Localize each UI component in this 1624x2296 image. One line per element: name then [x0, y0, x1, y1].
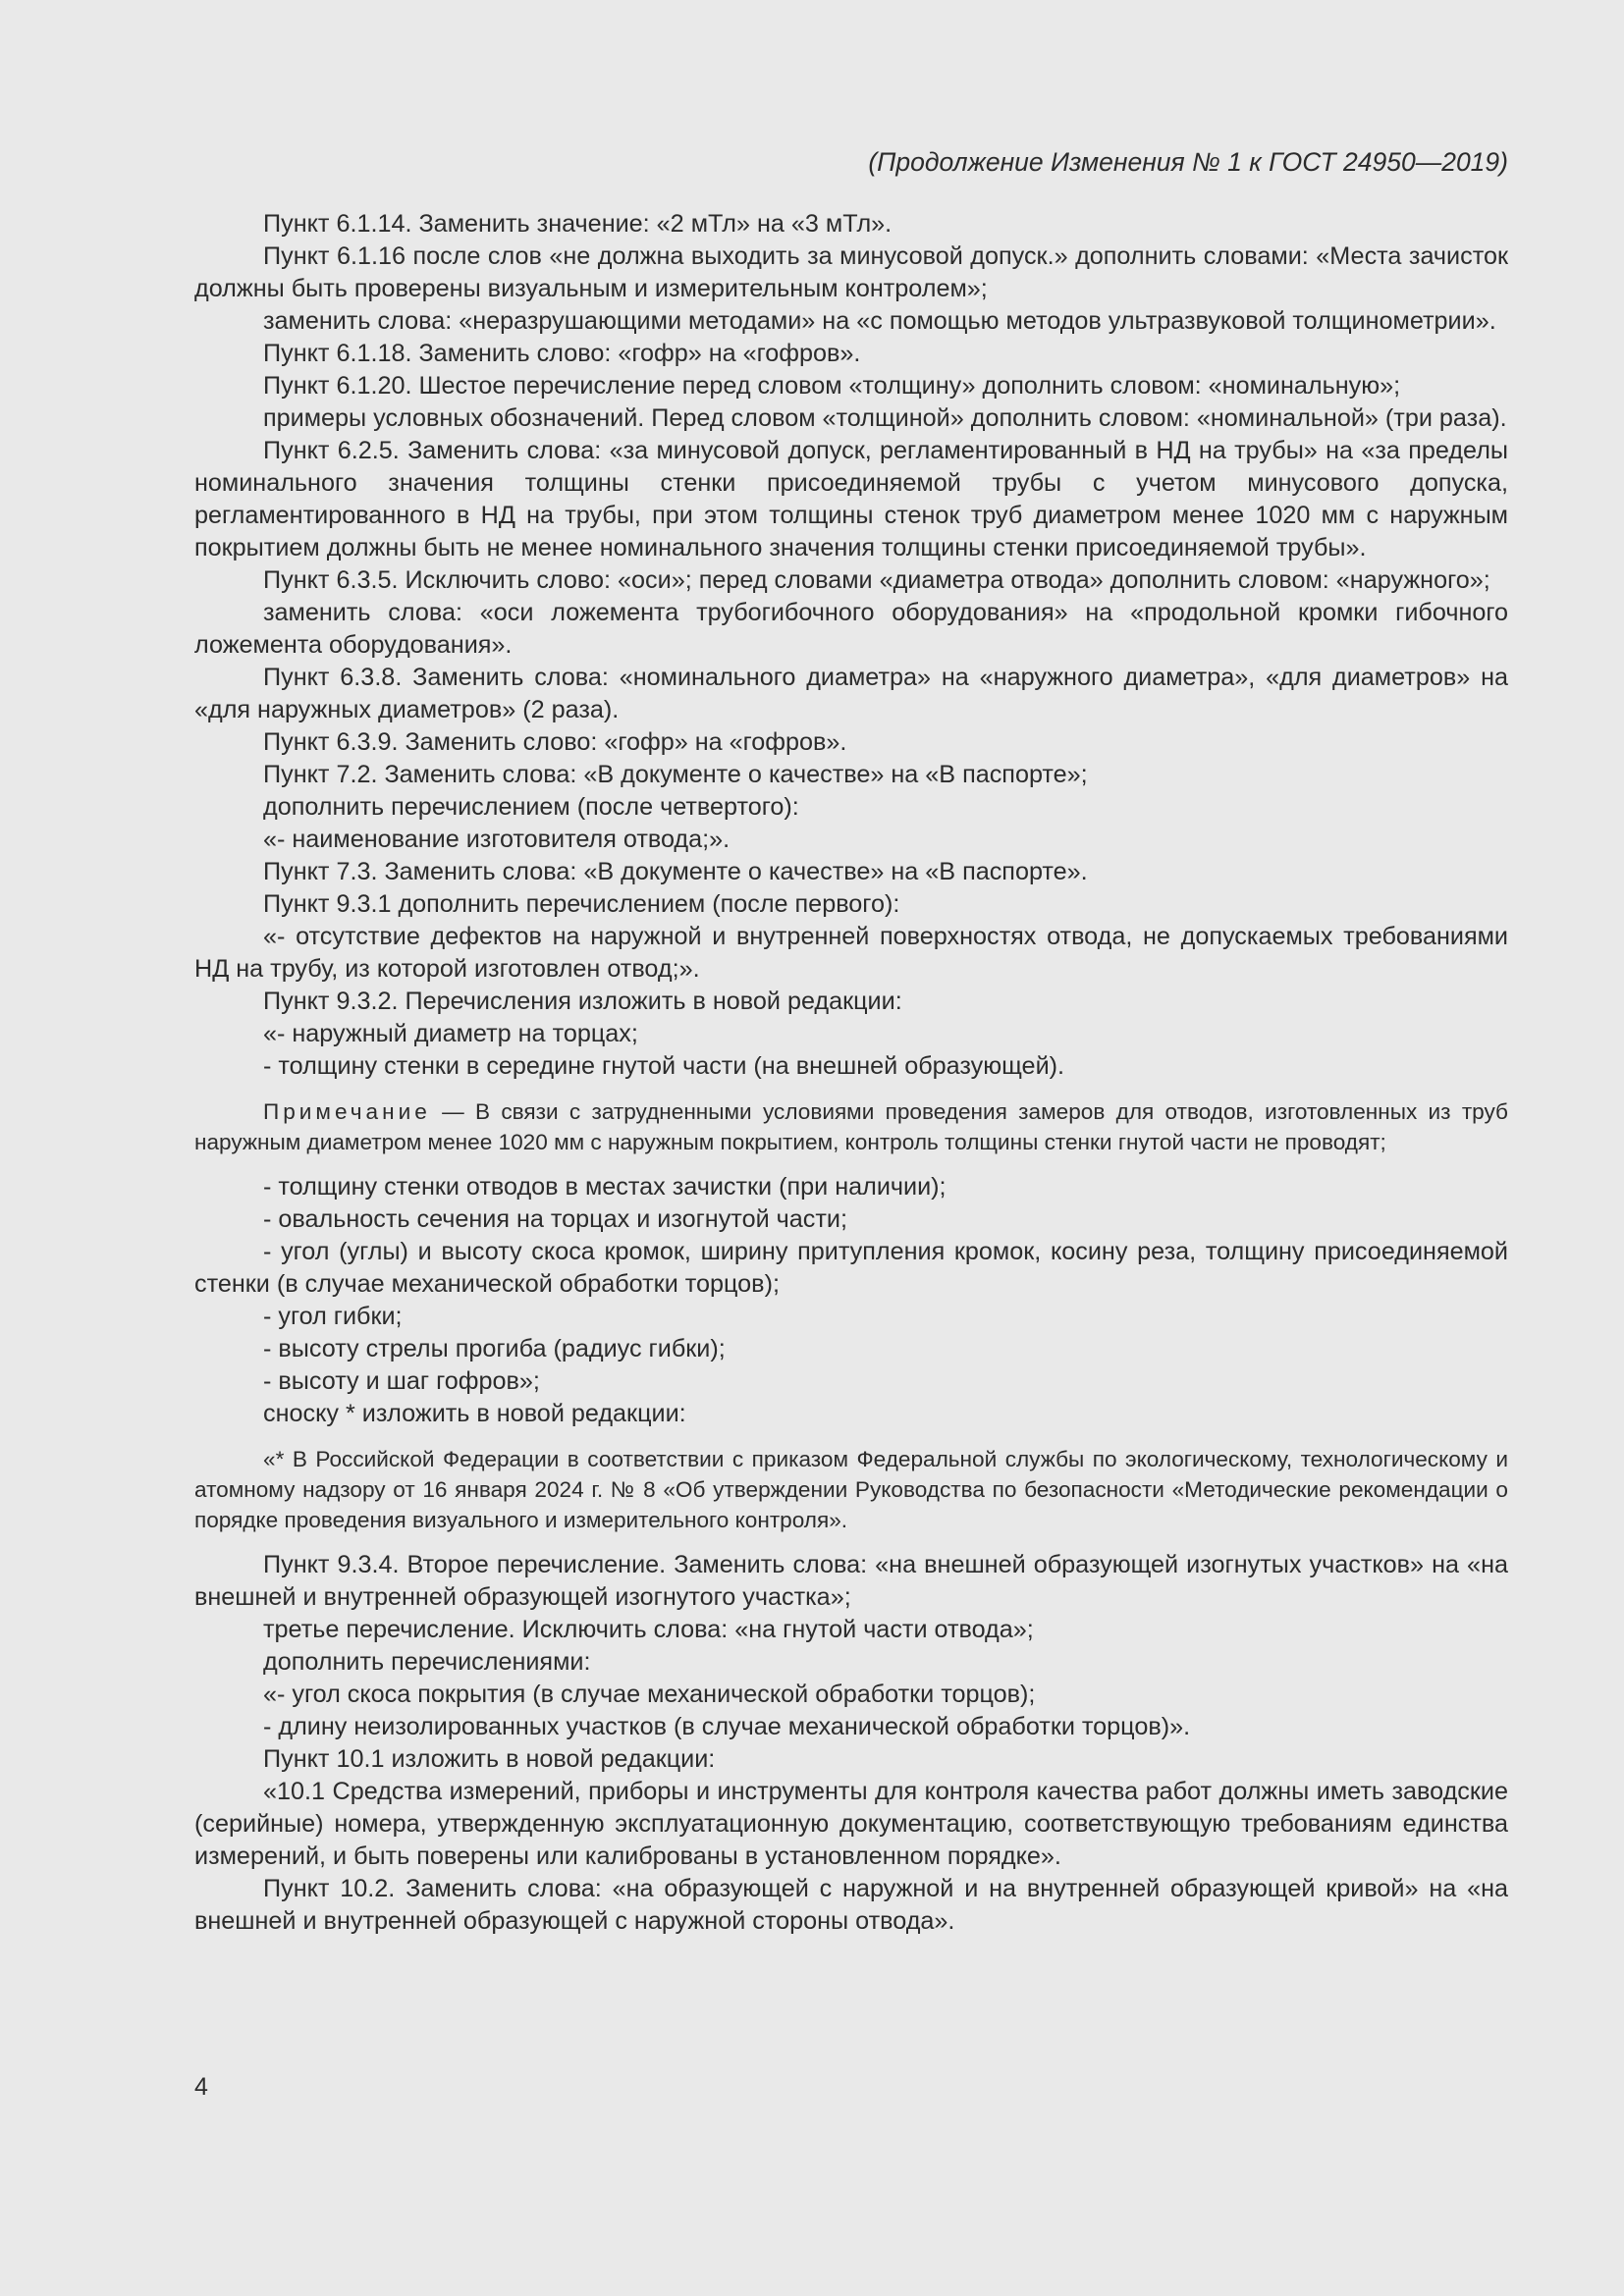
paragraph: - высоту стрелы прогиба (радиус гибки); — [263, 1335, 726, 1362]
paragraph: «- угол скоса покрытия (в случае механической обработки торцов); — [263, 1681, 1036, 1708]
paragraph: Пункт 6.2.5. Заменить слова: «за минусовой допуск, регламентированный в НД на трубы» на «за пределы номинального значения толщины стенки присоединяемой трубы с учетом минусового допуска, регламентированного в НД на трубы, при этом толщины стенок труб диаметром менее 1020 мм с наружным покрытием должны быть не менее номинального значения толщины стенки присоединяемой трубы». — [194, 437, 1508, 561]
paragraph: Пункт 9.3.2. Перечисления изложить в новой редакции: — [263, 988, 902, 1015]
paragraph: «- отсутствие дефектов на наружной и внутренней поверхностях отвода, не допускаемых требованиями НД на трубу, из которой изготовлен отвод;». — [194, 923, 1508, 983]
paragraph: Пункт 6.1.16 после слов «не должна выходить за минусовой допуск.» дополнить словами: «Места зачисток должны быть проверены визуальным и измерительным контролем»; — [194, 242, 1508, 302]
paragraph: дополнить перечислением (после четвертого): — [263, 793, 799, 821]
running-header: (Продолжение Изменения № 1 к ГОСТ 24950—2019) — [868, 147, 1508, 177]
paragraph: Пункт 6.1.20. Шестое перечисление перед словом «толщину» дополнить словом: «номинальную»; — [263, 372, 1401, 400]
page-number: 4 — [194, 2073, 208, 2101]
paragraph: Пункт 10.2. Заменить слова: «на образующей с наружной и на внутренней образующей кривой» на «на внешней и внутренней образующей с наружной стороны отвода». — [194, 1875, 1508, 1935]
note-label: Примечание — [263, 1099, 431, 1124]
paragraph: Пункт 10.1 изложить в новой редакции: — [263, 1745, 716, 1773]
paragraph: Пункт 9.3.1 дополнить перечислением (после первого): — [263, 890, 900, 918]
paragraph: - угол (углы) и высоту скоса кромок, ширину притупления кромок, косину реза, толщину присоединяемой стенки (в случае механической обработки торцов); — [194, 1238, 1508, 1298]
paragraph: дополнить перечислениями: — [263, 1648, 591, 1676]
paragraph: заменить слова: «неразрушающими методами» на «с помощью методов ультразвуковой толщинометрии». — [263, 307, 1496, 335]
paragraph: - длину неизолированных участков (в случае механической обработки торцов)». — [263, 1713, 1191, 1740]
paragraph: третье перечисление. Исключить слова: «на гнутой части отвода»; — [263, 1616, 1034, 1643]
document-body — [194, 208, 1508, 1938]
paragraph: - высоту и шаг гофров»; — [263, 1367, 540, 1395]
paragraph: заменить слова: «оси ложемента трубогибочного оборудования» на «продольной кромки гибочного ложемента оборудования». — [194, 599, 1508, 659]
paragraph: примеры условных обозначений. Перед словом «толщиной» дополнить словом: «номинальной» (три раза). — [263, 404, 1507, 432]
paragraph: сноску * изложить в новой редакции: — [263, 1400, 686, 1427]
paragraph: Пункт 6.3.9. Заменить слово: «гофр» на «гофров». — [263, 728, 847, 756]
paragraph: Пункт 9.3.4. Второе перечисление. Заменить слова: «на внешней образующей изогнутых участков» на «на внешней и внутренней образующей изогнутого участка»; — [194, 1551, 1508, 1611]
paragraph: - угол гибки; — [263, 1303, 403, 1330]
paragraph: «- наименование изготовителя отвода;». — [263, 826, 731, 853]
paragraph: Пункт 6.1.18. Заменить слово: «гофр» на «гофров». — [263, 340, 861, 367]
paragraph: Пункт 7.3. Заменить слова: «В документе о качестве» на «В паспорте». — [263, 858, 1088, 885]
paragraph: Пункт 6.3.5. Исключить слово: «оси»; перед словами «диаметра отвода» дополнить словом: «наружного»; — [263, 566, 1490, 594]
paragraph: - толщину стенки отводов в местах зачистки (при наличии); — [263, 1173, 947, 1201]
footnote: «* В Российской Федерации в соответствии с приказом Федеральной службы по экологическому, технологическому и атомному надзору от 16 января 2024 г. № 8 «Об утверждении Руководства по безопасности «Методические рекомендации о порядке проведения визуального и измерительного контроля». — [194, 1447, 1508, 1532]
paragraph: - овальность сечения на торцах и изогнутой части; — [263, 1205, 847, 1233]
note-text: — В связи с затрудненными условиями проведения замеров для отводов, изготовленных из труб наружным диаметром менее 1020 мм с наружным покрытием, контроль толщины стенки гнутой части не проводят; — [194, 1099, 1508, 1154]
paragraph: «10.1 Средства измерений, приборы и инструменты для контроля качества работ должны иметь заводские (серийные) номера, утвержденную эксплуатационную документацию, соответствующую требованиям единства измерений, и быть поверены или калиброваны в установленном порядке». — [194, 1778, 1508, 1870]
paragraph: Пункт 6.1.14. Заменить значение: «2 мТл» на «3 мТл». — [263, 210, 893, 238]
paragraph: Пункт 7.2. Заменить слова: «В документе о качестве» на «В паспорте»; — [263, 761, 1088, 788]
paragraph: - толщину стенки в середине гнутой части (на внешней образующей). — [263, 1052, 1065, 1080]
paragraph: «- наружный диаметр на торцах; — [263, 1020, 638, 1047]
note — [194, 1096, 1508, 1157]
paragraph: Пункт 6.3.8. Заменить слова: «номинального диаметра» на «наружного диаметра», «для диаметров» на «для наружных диаметров» (2 раза). — [194, 664, 1508, 723]
